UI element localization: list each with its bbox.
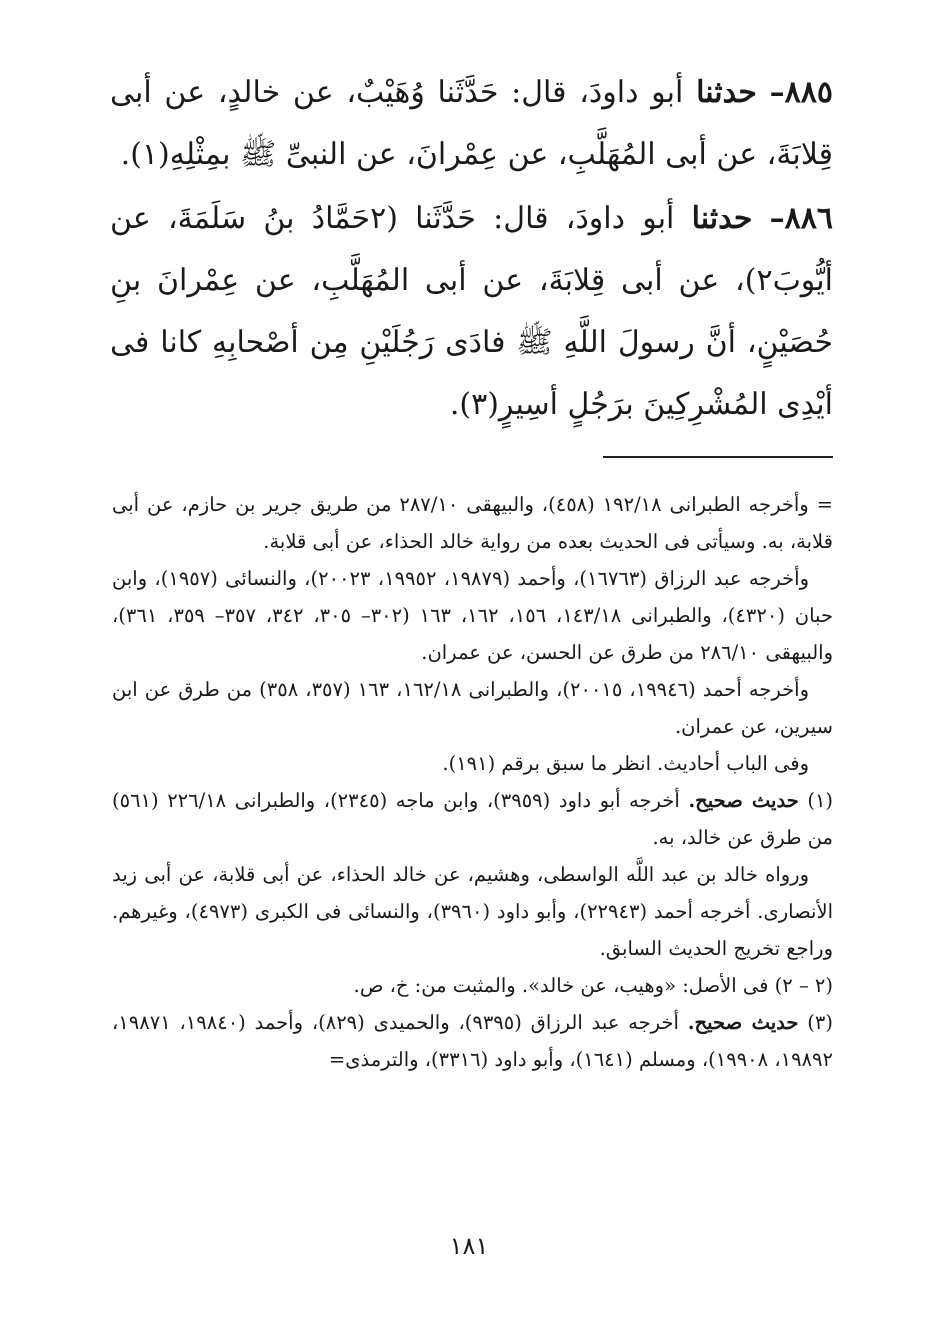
hadith-section (110, 62, 833, 436)
footnote-grade: حديث صحيح. (688, 789, 799, 812)
hadith-text: أبو داودَ، قال: حَدَّثَنا (٢حَمَّادُ بنُ سَلَمَةَ، عن أيُّوبَ٢)، عن أبى قِلابَةَ، عن أبى المُهَلَّبِ، عن عِمْرانَ بنِ حُصَيْنٍ، أنَّ رسولَ اللَّهِ ﷺ فادَى رَجُلَيْنِ مِن أصْحابِهِ كانا فى أيْدِى المُشْرِكِينَ برَجُلٍ أسِيرٍ(٣). (110, 201, 833, 422)
footnote-text: ورواه خالد بن عبد اللَّه الواسطى، وهشيم، عن خالد الحذاء، عن أبى قلابة، عن أبى زيد الأنصارى. أخرجه أحمد (٢٢٩٤٣)، وأبو داود (٣٩٦٠)، والنسائى فى الكبرى (٤٩٧٣)، وغيرهم. وراجع تخريج الحديث السابق. (112, 863, 833, 960)
footnote-marker: (١) (807, 789, 834, 812)
hadith-text: أبو داودَ، قال: حَدَّثَنا وُهَيْبٌ، عن خالدٍ، عن أبى قِلابَةَ، عن أبى المُهَلَّبِ، عن عِمْرانَ، عن النبىِّ ﷺ بمِثْلِهِ(١). (110, 75, 833, 172)
footnote-text: وأخرجه عبد الرزاق (١٦٧٦٣)، وأحمد (١٩٨٧٩، ١٩٩٥٢، ٢٠٠٢٣)، والنسائى (١٩٥٧)، وابن حبان (٤٣٢٠)، والطبرانى ١٤٣/١٨، ١٥٦، ١٦٢، ١٦٣ (٣٠٢– ٣٠٥، ٣٤٢، ٣٥٧– ٣٥٩، ٣٦١)، والبيهقى ٢٨٦/١٠ من طرق عن الحسن، عن عمران. (112, 567, 833, 664)
footnote-text: أخرجه عبد الرزاق (٩٣٩٥)، والحميدى (٨٢٩)، وأحمد (١٩٨٤٠، ١٩٨٧١، ١٩٨٩٢، ١٩٩٠٨)، ومسلم (١٦٤١)، وأبو داود (٣٣١٦)، والترمذى= (112, 1011, 833, 1071)
footnote-paragraph (112, 486, 833, 560)
footnote-paragraph (112, 745, 833, 782)
footnote-paragraph (112, 671, 833, 745)
hadith-number: ٨٨٥– (769, 75, 833, 110)
footnotes (112, 486, 833, 1078)
footnote-paragraph (112, 560, 833, 671)
footnote-paragraph (112, 856, 833, 967)
hadith-lead: حدثنا (691, 201, 753, 236)
page-number: ١٨١ (449, 1232, 489, 1260)
hadith-number: ٨٨٦– (769, 201, 833, 236)
footnote-grade: حديث صحيح. (687, 1011, 799, 1034)
footnote-1 (112, 782, 833, 856)
footnote-marker: (٣) (807, 1011, 833, 1034)
hadith-lead: حدثنا (696, 75, 757, 110)
footnote-marker: (٢ – ٢) (774, 974, 833, 997)
footnote-3 (112, 1004, 833, 1078)
footnote-2 (112, 967, 833, 1004)
footnote-text: أخرجه أبو داود (٣٩٥٩)، وابن ماجه (٢٣٤٥)، والطبرانى ٢٢٦/١٨ (٥٦١) من طرق عن خالد، به. (112, 789, 833, 849)
hadith-886 (110, 188, 833, 436)
footnote-text: وأخرجه أحمد (١٩٩٤٦، ٢٠٠١٥)، والطبرانى ١٦٢/١٨، ١٦٣ (٣٥٧، ٣٥٨) من طرق عن ابن سيرين، عن عمران. (112, 678, 833, 738)
footnote-divider (603, 456, 833, 458)
footnote-text: فى الأصل: «وهيب، عن خالد». والمثبت من: خ، ص. (353, 974, 769, 997)
footnote-text: = وأخرجه الطبرانى ١٩٢/١٨ (٤٥٨)، والبيهقى ٢٨٧/١٠ من طريق جرير بن حازم، عن أبى قلابة، به. وسيأتى فى الحديث بعده من رواية خالد الحذاء، عن أبى قلابة. (112, 493, 833, 553)
footnote-text: وفى الباب أحاديث. انظر ما سبق برقم (١٩١). (442, 752, 809, 775)
hadith-885 (110, 62, 833, 186)
